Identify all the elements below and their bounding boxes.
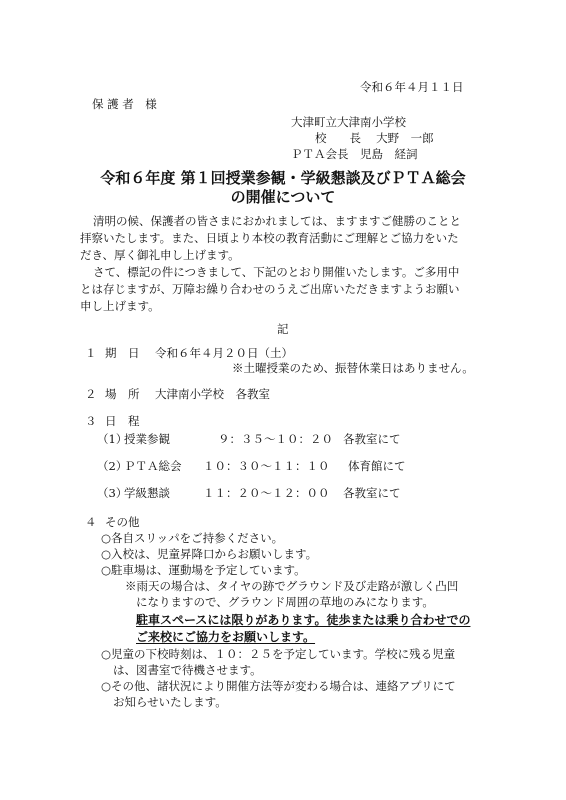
para2-line2: とは存じますが、万障お繰り合わせのうえご出席いただきますようお願い bbox=[80, 282, 460, 296]
item1-label: 期 日 bbox=[105, 346, 140, 360]
schedule-3-time: １１：２０～１２：００ bbox=[203, 486, 330, 500]
bullet-other-line2: お知らせいたします。 bbox=[113, 695, 227, 709]
schedule-3-place: 各教室にて bbox=[343, 486, 401, 500]
bullet-dismissal-line1: ○児童の下校時刻は、１０：２５を予定しています。学校に残る児童 bbox=[101, 647, 456, 661]
schedule-2-name: ＰＴＡ総会 bbox=[124, 459, 182, 473]
para2-line3: 申し上げます。 bbox=[80, 299, 160, 313]
recipient: 保 護 者 様 bbox=[92, 97, 157, 111]
title-line-2: の開催について bbox=[230, 188, 336, 206]
item1-note: ※土曜授業のため、振替休業日はありません。 bbox=[232, 361, 474, 375]
sender-principal: 校 長 大野 一郎 bbox=[315, 131, 434, 145]
item3-num: ３ bbox=[85, 414, 97, 428]
schedule-2-place: 体育館にて bbox=[348, 459, 406, 473]
sender-school: 大津町立大津南小学校 bbox=[291, 115, 406, 129]
schedule-3-name: 学級懇談 bbox=[124, 486, 170, 500]
item4-label: その他 bbox=[105, 515, 140, 529]
item1-value: 令和６年４月２０日（土） bbox=[155, 346, 293, 360]
rain-note-line2: になりますので、グラウンド周囲の草地のみになります。 bbox=[136, 595, 434, 609]
schedule-2-time: １０：３０～１１：１０ bbox=[203, 459, 330, 473]
sender-pta: ＰＴＡ会長 児島 経詞 bbox=[291, 147, 418, 161]
item3-label: 日 程 bbox=[105, 414, 140, 428]
title-line-1: 令和６年度 第１回授業参観・学級懇談及びＰＴＡ総会 bbox=[100, 169, 466, 187]
item2-label: 場 所 bbox=[105, 387, 140, 401]
parking-notice-line2: ご来校にご協力をお願いします。 bbox=[136, 630, 316, 644]
bullet-parking: ○駐車場は、運動場を予定しています。 bbox=[101, 563, 306, 577]
schedule-3-num: （3） bbox=[97, 486, 128, 500]
schedule-1-place: 各教室にて bbox=[343, 432, 401, 446]
bullet-dismissal-line2: は、図書室で待機させます。 bbox=[113, 663, 262, 677]
schedule-2-num: （2） bbox=[97, 459, 128, 473]
schedule-1-name: 授業参観 bbox=[124, 432, 170, 446]
issue-date: 令和６年４月１１日 bbox=[360, 80, 464, 94]
schedule-1-num: （1） bbox=[97, 432, 128, 446]
para1-line3: だき、厚く御礼申し上げます。 bbox=[80, 248, 240, 262]
para1-line1: 清明の候、保護者の皆さまにおかれましては、ますますご健勝のことと bbox=[93, 214, 461, 228]
item2-value: 大津南小学校 各教室 bbox=[155, 387, 270, 401]
bullet-slippers: ○各自スリッパをご持参ください。 bbox=[101, 531, 284, 545]
item4-num: ４ bbox=[85, 515, 97, 529]
para2-line1: さて、標記の件につきまして、下記のとおり開催いたします。ご多用中 bbox=[93, 265, 460, 279]
rain-note-line1: ※雨天の場合は、タイヤの跡でグラウンド及び走路が激しく凸凹 bbox=[125, 579, 459, 593]
bullet-other-line1: ○その他、諸状況により開催方法等が変わる場合は、連絡アプリにて bbox=[101, 679, 456, 693]
schedule-1-time: ９：３５～１０：２０ bbox=[218, 432, 333, 446]
para1-line2: 拝察いたします。また、日頃より本校の教育活動にご理解とご協力をいた bbox=[80, 231, 459, 245]
ki-heading: 記 bbox=[277, 322, 289, 336]
parking-notice-line1: 駐車スペースには限りがあります。徒歩または乗り合わせでの bbox=[136, 613, 471, 627]
bullet-entrance: ○入校は、児童昇降口からお願いします。 bbox=[101, 547, 318, 561]
item1-num: １ bbox=[85, 346, 97, 360]
item2-num: ２ bbox=[85, 387, 97, 401]
